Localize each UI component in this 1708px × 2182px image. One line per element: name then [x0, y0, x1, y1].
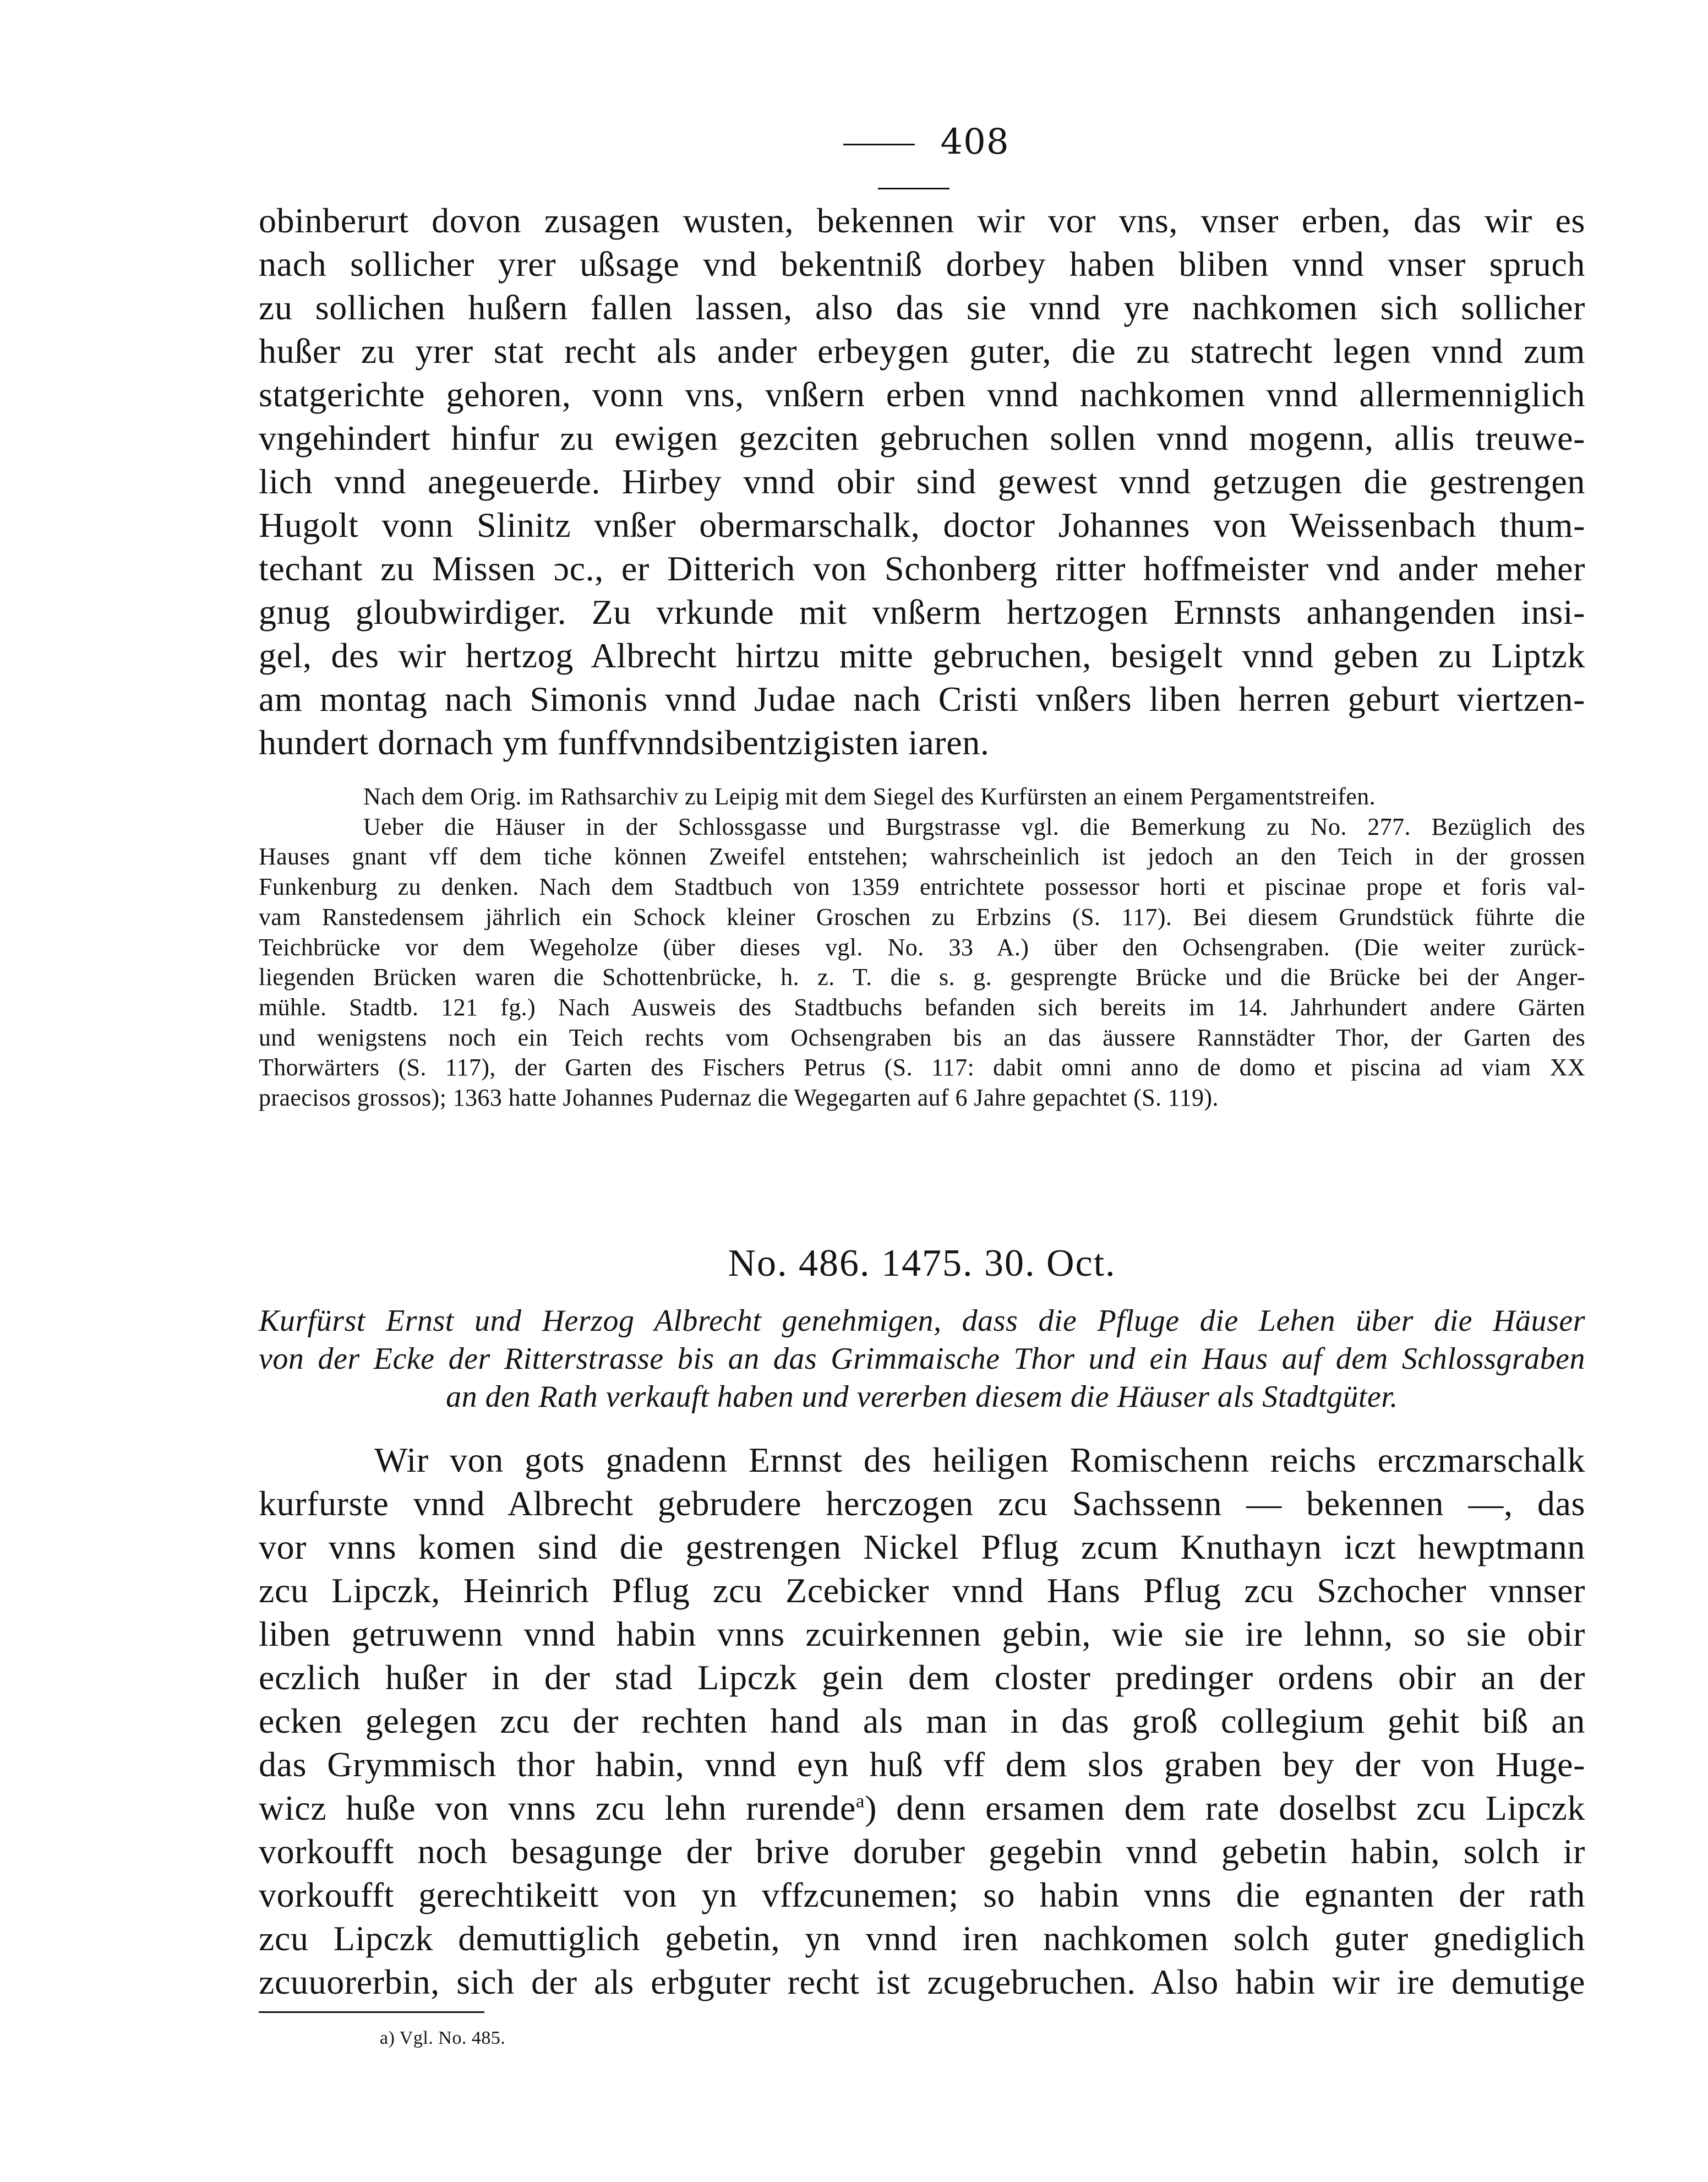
continuation-line: obinberurt dovon zusagen wusten, bekennen wir vor vns, vnser erben, das wir es: [259, 201, 1585, 240]
body-line: zcu Lipczk, Heinrich Pflug zcu Zcebicker vnnd Hans Pflug zcu Szchocher vnnser: [259, 1571, 1585, 1610]
regest-line: an den Rath verkauft haben und vererben diesem die Häuser als Stadtgüter.: [446, 1380, 1398, 1414]
continuation-line: am montag nach Simonis vnnd Judae nach Cristi vnßers liben herren geburt viertzen-: [259, 679, 1585, 719]
continuation-line: gel, des wir hertzog Albrecht hirtzu mitte gebruchen, besigelt vnnd geben zu Liptzk: [259, 636, 1585, 675]
note-line: Ueber die Häuser in der Schlossgasse und Burgstrasse vgl. die Bemerkung zu No. 277. Bezüglich des: [363, 813, 1585, 840]
body-line: vor vnns komen sind die gestrengen Nickel Pflug zcum Knuthayn iczt hewptmann: [259, 1527, 1585, 1566]
note-line: Nach dem Orig. im Rathsarchiv zu Leipig mit dem Siegel des Kurfürsten an einem Pergamentstreifen.: [363, 783, 1376, 810]
note-line: mühle. Stadtb. 121 fg.) Nach Ausweis des Stadtbuchs befanden sich bereits im 14. Jahrhundert andere Gärten: [259, 993, 1585, 1021]
continuation-line: nach sollicher yrer ußsage vnd bekentniß dorbey haben bliben vnnd vnser spruch: [259, 244, 1585, 284]
note-line: Funkenburg zu denken. Nach dem Stadtbuch von 1359 entrichtete possessor horti et piscinae prope et foris val-: [259, 873, 1585, 901]
body-line-part: wicz huße von vnns zcu lehn rurende: [259, 1788, 856, 1827]
document-regest: [259, 1302, 1585, 1416]
footnote-marker: a: [855, 1790, 865, 1812]
body-line: liben getruwenn vnnd habin vnns zcuirkennen gebin, wie sie ire lehnn, so sie obir: [259, 1614, 1585, 1653]
continuation-line: statgerichte gehoren, vonn vns, vnßern erben vnnd nachkomen vnnd allermenniglich: [259, 375, 1585, 414]
continuation-text: [259, 199, 1585, 764]
page-number: 408: [940, 122, 1009, 162]
document-body: [259, 1438, 1585, 2004]
continuation-line: Hugolt vonn Slinitz vnßer obermarschalk, doctor Johannes von Weissenbach thum-: [259, 505, 1585, 545]
left-dash: [843, 144, 915, 145]
body-line-part: ) denn ersamen dem rate doselbst zcu Lipczk: [865, 1788, 1585, 1827]
body-line: eczlich hußer in der stad Lipczk gein dem closter predinger ordens obir an der: [259, 1658, 1585, 1697]
note-line: Thorwärters (S. 117), der Garten des Fischers Petrus (S. 117: dabit omni anno de domo et piscina ad viam XX: [259, 1054, 1585, 1081]
continuation-line: techant zu Missen ɔc., er Ditterich von Schonberg ritter hoffmeister vnd ander meher: [259, 549, 1585, 588]
document-heading: No. 486. 1475. 30. Oct.: [728, 1242, 1116, 1285]
footnote-divider: [259, 2011, 484, 2013]
note-line: Teichbrücke vor dem Wegeholze (über dieses vgl. No. 33 A.) über den Ochsengraben. (Die weiter zurück-: [259, 933, 1585, 961]
note-line: vam Ranstedensem jährlich ein Schock kleiner Groschen zu Erbzins (S. 117). Bei diesem Grundstück führte die: [259, 903, 1585, 931]
continuation-line: vngehindert hinfur zu ewigen gezciten gebruchen sollen vnnd mogenn, allis treuwe-: [259, 418, 1585, 458]
continuation-line: gnug gloubwirdiger. Zu vrkunde mit vnßerm hertzogen Ernnsts anhangenden insi-: [259, 592, 1585, 632]
note-line: liegenden Brücken waren die Schottenbrücke, h. z. T. die s. g. gesprengte Brücke und die Brücke bei der Anger-: [259, 964, 1585, 991]
body-line-with-footnote: [259, 1786, 1585, 1830]
note-line: und wenigstens noch ein Teich rechts vom Ochsengraben bis an das äussere Rannstädter Thor, der Garten des: [259, 1024, 1585, 1051]
body-line: das Grymmisch thor habin, vnnd eyn huß vff dem slos graben bey der von Huge-: [259, 1745, 1585, 1784]
continuation-line: lich vnnd anegeuerde. Hirbey vnnd obir sind gewest vnnd getzugen die gestrengen: [259, 462, 1585, 501]
body-line: zcu Lipczk demuttiglich gebetin, yn vnnd iren nachkomen solch guter gnediglich: [259, 1919, 1585, 1958]
footnote: a) Vgl. No. 485.: [380, 2028, 506, 2048]
body-line: vorkoufft gerechtikeitt von yn vffzcunemen; so habin vnns die egnanten der rath: [259, 1875, 1585, 1914]
continuation-line: hundert dornach ym funffvnndsibentzigisten iaren.: [259, 723, 990, 762]
continuation-line: zu sollichen hußern fallen lassen, also das sie vnnd yre nachkomen sich sollicher: [259, 288, 1585, 327]
regest-line: von der Ecke der Ritterstrasse bis an das Grimmaische Thor und ein Haus auf dem Schlossgraben: [259, 1342, 1585, 1376]
body-line: zcuuorerbin, sich der als erbguter recht ist zcugebruchen. Also habin wir ire demutige: [259, 1962, 1585, 2001]
continuation-line: hußer zu yrer stat recht als ander erbeygen guter, die zu statrecht legen vnnd zum: [259, 331, 1585, 371]
page-number-header: [776, 120, 1051, 208]
body-line: kurfurste vnnd Albrecht gebrudere herczogen zcu Sachssenn — bekennen —, das: [259, 1484, 1585, 1523]
body-line: Wir von gots gnadenn Ernnst des heiligen Romischenn reichs erczmarschalk: [374, 1440, 1585, 1479]
regest-line: Kurfürst Ernst und Herzog Albrecht genehmigen, dass die Pfluge die Lehen über die Häuser: [259, 1304, 1585, 1338]
right-dash: [878, 188, 950, 189]
note-line: praecisos grossos); 1363 hatte Johannes Pudernaz die Wegegarten auf 6 Jahre gepachtet (S. 119).: [259, 1084, 1219, 1112]
note-line: Hauses gnant vff dem tiche können Zweifel entstehen; wahrscheinlich ist jedoch an den Teich in der grossen: [259, 843, 1585, 870]
editorial-notes: [259, 782, 1585, 1113]
body-line: vorkoufft noch besagunge der brive doruber gegebin vnnd gebetin habin, solch ir: [259, 1832, 1585, 1871]
body-line: ecken gelegen zcu der rechten hand als man in das groß collegium gehit biß an: [259, 1701, 1585, 1740]
